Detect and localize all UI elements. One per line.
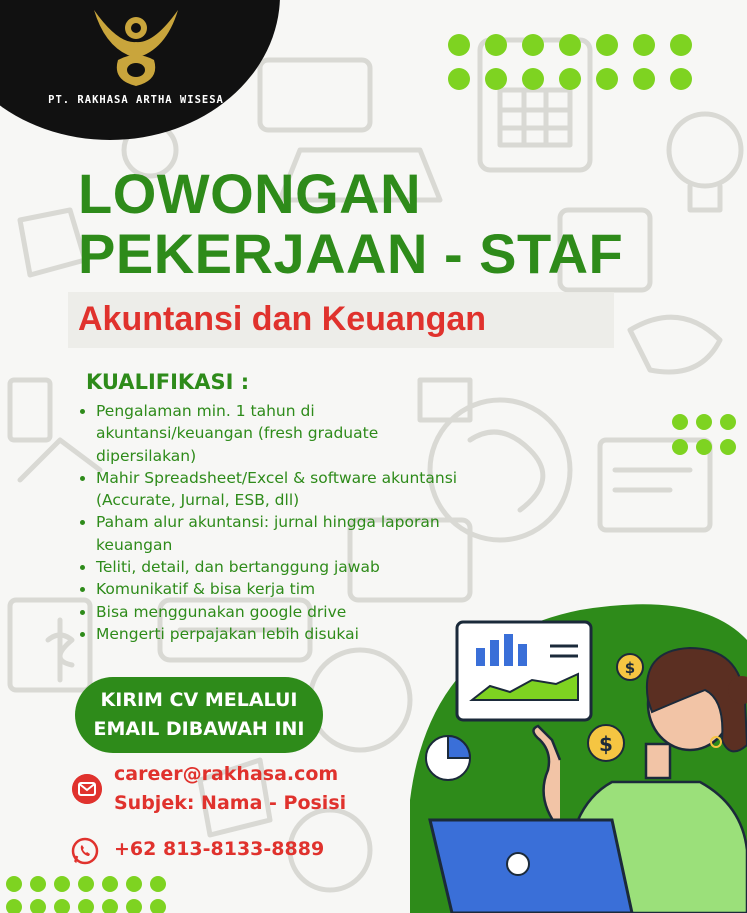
chart-board-icon	[457, 622, 591, 720]
qualification-item: • Paham alur akuntansi: jurnal hingga laporan keuangan	[96, 511, 466, 556]
cta-line-2: EMAIL DIBAWAH INI	[93, 718, 305, 740]
cta-line-1: KIRIM CV MELALUI	[100, 689, 298, 711]
job-subtitle: Akuntansi dan Keuangan	[78, 300, 487, 338]
qualification-item: • Teliti, detail, dan bertanggung jawab	[96, 556, 466, 578]
pie-chart-icon	[426, 736, 470, 780]
svg-text:$: $	[624, 659, 636, 677]
qualification-item: • Mengerti perpajakan lebih disukai	[96, 623, 466, 645]
email-address[interactable]: career@rakhasa.com	[114, 763, 339, 785]
laptop-icon	[430, 820, 632, 913]
qualification-item: • Bisa menggunakan google drive	[96, 601, 466, 623]
company-name: PT. RAKHASA ARTHA WISESA	[48, 94, 224, 106]
qualification-item: • Mahir Spreadsheet/Excel & software akuntansi (Accurate, Jurnal, ESB, dll)	[96, 467, 466, 512]
email-subject: Subjek: Nama - Posisi	[114, 792, 347, 814]
qualification-item: • Pengalaman min. 1 tahun di akuntansi/keuangan (fresh graduate dipersilakan)	[96, 400, 466, 467]
qualifications-title: KUALIFIKASI :	[86, 370, 250, 394]
qualification-item: • Komunikatif & bisa kerja tim	[96, 578, 466, 600]
headline-lowongan: LOWONGAN	[78, 162, 422, 225]
svg-text:$: $	[599, 732, 613, 756]
phone-number[interactable]: +62 813-8133-8889	[114, 838, 325, 860]
headline-position: PEKERJAAN - STAF	[78, 222, 624, 285]
